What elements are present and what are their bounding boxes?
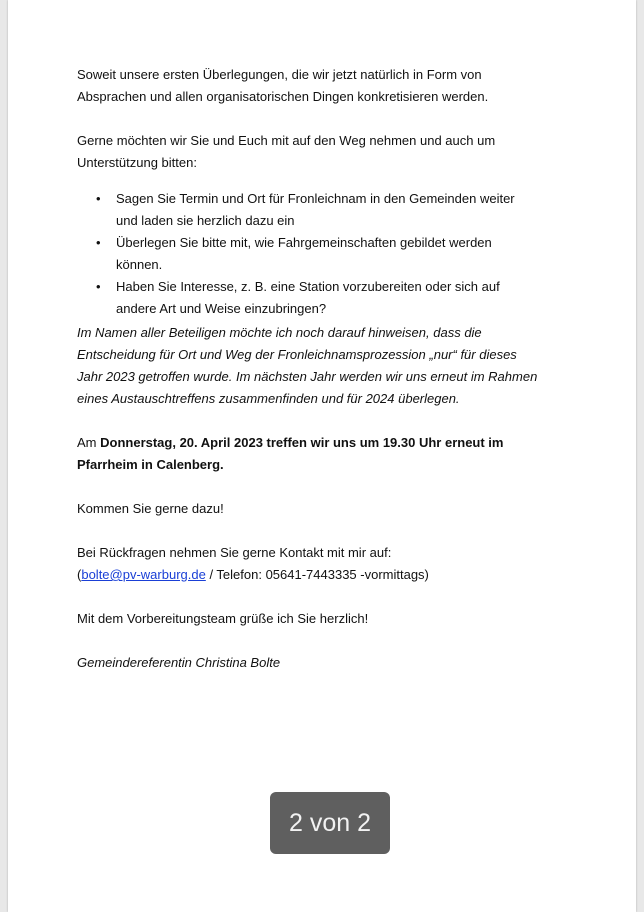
paragraph-support-request: Gerne möchten wir Sie und Euch mit auf den Weg nehmen und auch um Unterstützung bitten: [77,133,496,170]
meeting-details: Donnerstag, 20. April 2023 treffen wir uns um 19.30 Uhr erneut im Pfarrheim in Calenberg. [77,435,504,472]
document-page [8,0,636,912]
paragraph-considerations: Soweit unsere ersten Überlegungen, die wir jetzt natürlich in Form von Absprachen und allen organisatorischen Dingen konkretisieren werden. [77,67,489,104]
support-bullet-list [77,188,539,320]
contact-intro: Bei Rückfragen nehmen Sie gerne Kontakt mit mir auf: [77,545,392,560]
bullet-item-text: Überlegen Sie bitte mit, wie Fahrgemeinschaften gebildet werden können. [116,235,492,272]
contact-open-paren: ( [77,567,82,582]
bullet-item-text: Haben Sie Interesse, z. B. eine Station vorzubereiten oder sich auf andere Art und Weise einzubringen? [116,279,500,316]
signature: Gemeindereferentin Christina Bolte [77,655,281,670]
meeting-prefix: Am [77,435,101,450]
page-indicator-badge: 2 von 2 [270,792,390,854]
bullet-item-spread-word [77,188,539,232]
paragraph-contact [77,542,539,586]
paragraph-greeting: Mit dem Vorbereitungsteam grüße ich Sie herzlich! [77,611,369,626]
document-content [77,64,539,696]
paragraph-decision-note: Im Namen aller Beteiligen möchte ich noch darauf hinweisen, dass die Entscheidung für Ort und Weg der Fronleichnamsprozession „nur“ für dieses Jahr 2023 getroffen wurde. Im nächsten Jahr werden wir uns erneut im Rahmen eines Austauschtreffens zusammenfinden und für 2024 überlegen. [77,325,538,406]
bullet-item-station [77,276,539,320]
paragraph-invite: Kommen Sie gerne dazu! [77,501,224,516]
bullet-item-carpool [77,232,539,276]
bullet-dot-icon: • [96,279,101,294]
contact-phone: / Telefon: 05641-7443335 -vormittags) [205,567,429,582]
bullet-item-text: Sagen Sie Termin und Ort für Fronleichnam in den Gemeinden weiter und laden sie herzlich dazu ein [116,191,515,228]
bullet-dot-icon: • [96,191,101,206]
email-link[interactable]: bolte@pv-warburg.de [81,567,206,582]
paragraph-meeting [77,432,539,476]
bullet-dot-icon: • [96,235,101,250]
